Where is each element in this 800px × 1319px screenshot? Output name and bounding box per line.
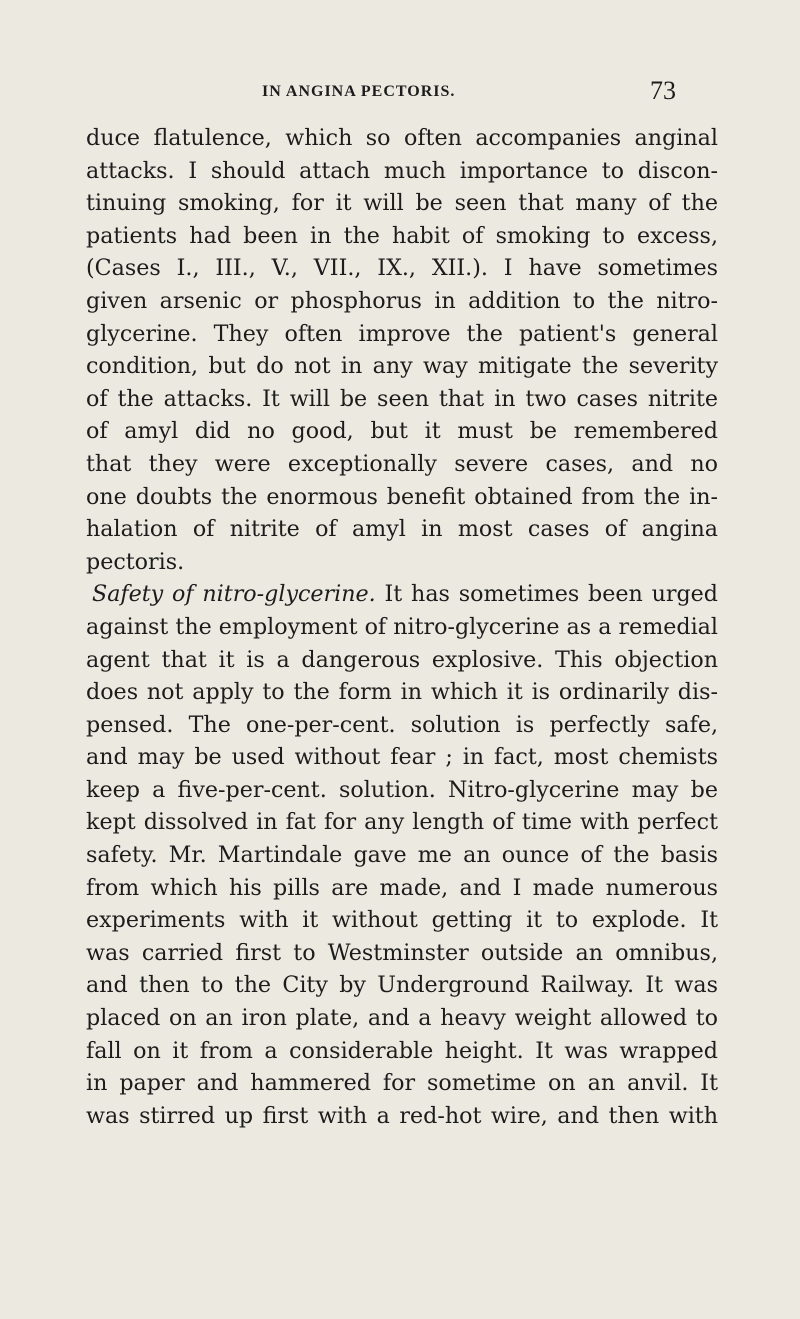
text-line: halation of nitrite of amyl in most cases of angina xyxy=(86,516,718,543)
text-line: one doubts the enormous benefit obtained from the in- xyxy=(86,483,718,510)
text-line: kept dissolved in fat for any length of time with perfect xyxy=(86,809,718,836)
text-line: was carried first to Westminster outside an omnibus, xyxy=(86,939,718,966)
text-line: of the attacks. It will be seen that in two cases nitrite xyxy=(86,385,718,412)
text-line: in paper and hammered for sometime on an anvil. It xyxy=(86,1070,718,1097)
text-line: from which his pills are made, and I made numerous xyxy=(86,874,718,901)
text-line: placed on an iron plate, and a heavy weight allowed to xyxy=(86,1005,718,1032)
text-line: (Cases I., III., V., VII., IX., XII.). I have sometimes xyxy=(86,255,718,282)
text-line: agent that it is a dangerous explosive. This objection xyxy=(86,646,718,673)
text-line: duce flatulence, which so often accompanies anginal xyxy=(86,125,718,151)
text-line: condition, but do not in any way mitigate the severity xyxy=(86,353,718,380)
text-line: was stirred up first with a red-hot wire, and then with xyxy=(86,1102,718,1129)
running-title: IN ANGINA PECTORIS. xyxy=(262,83,456,100)
text-line: and then to the City by Underground Railway. It was xyxy=(86,972,718,999)
text-line: of amyl did no good, but it must be remembered xyxy=(86,418,718,445)
text-line: against the employment of nitro-glycerine as a remedial xyxy=(86,613,719,640)
text-line: fall on it from a considerable height. It was wrapped xyxy=(86,1037,718,1064)
text-line: pectoris. xyxy=(86,548,185,575)
text-line: attacks. I should attach much importance to discon- xyxy=(86,157,718,184)
text-line: does not apply to the form in which it is ordinarily dis- xyxy=(86,679,718,706)
body-text xyxy=(86,122,718,1132)
text-line: experiments with it without getting it to explode. It xyxy=(86,907,718,934)
text-line: pensed. The one-per-cent. solution is perfectly safe, xyxy=(86,711,718,738)
section-heading: Safety of nitro-glycerine. xyxy=(92,581,376,608)
text-line: safety. Mr. Martindale gave me an ounce of the basis xyxy=(86,842,718,869)
text-line: keep a five-per-cent. solution. Nitro-glycerine may be xyxy=(86,776,718,803)
text-line: patients had been in the habit of smoking to excess, xyxy=(86,222,718,249)
page-number: 73 xyxy=(650,76,676,105)
section-first-line-rest: It has sometimes been urged xyxy=(384,581,719,608)
text-line: tinuing smoking, for it will be seen that many of the xyxy=(86,190,718,217)
text-line: given arsenic or phosphorus in addition to the nitro- xyxy=(86,287,718,314)
section-first-line xyxy=(86,578,718,611)
text-line: glycerine. They often improve the patient's general xyxy=(86,320,718,347)
text-line: that they were exceptionally severe cases, and no xyxy=(86,450,718,477)
text-line: and may be used without fear ; in fact, most chemists xyxy=(86,744,718,771)
